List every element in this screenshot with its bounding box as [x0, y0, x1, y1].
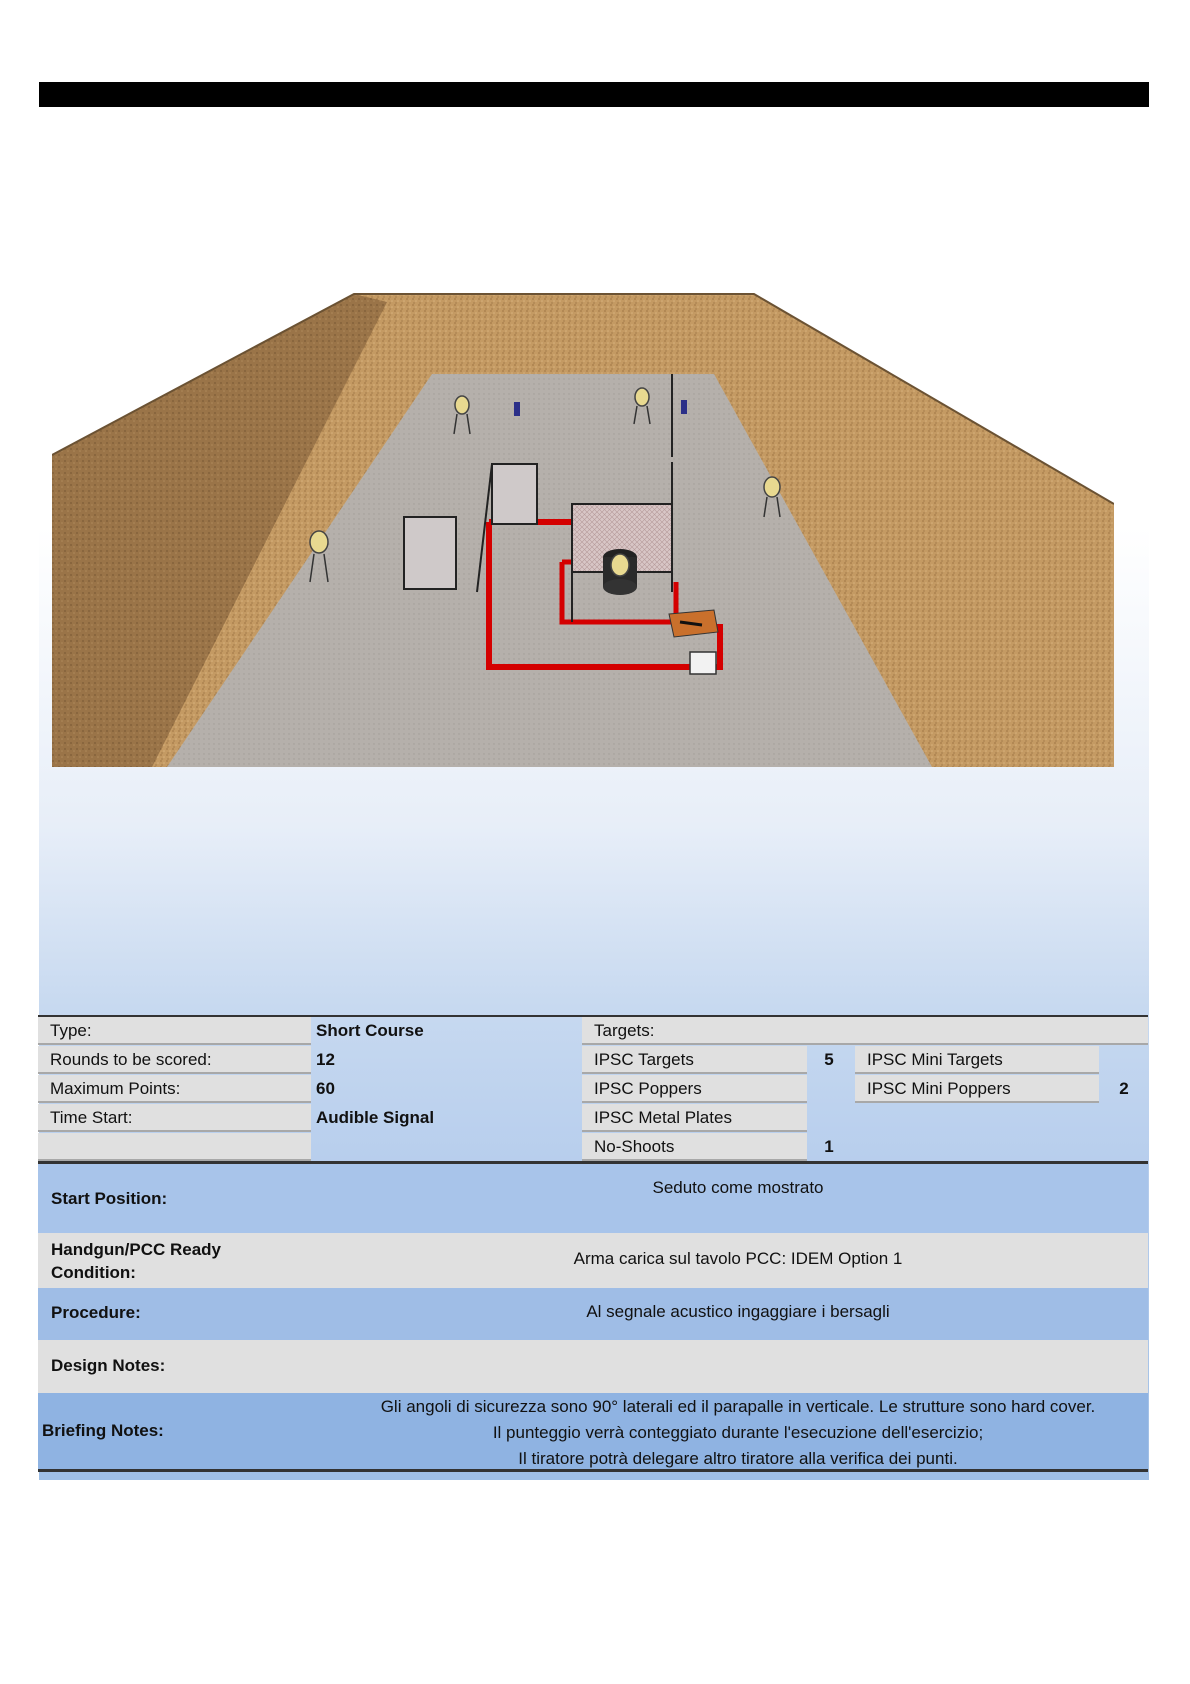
start-position-label: Start Position: — [51, 1189, 168, 1208]
rounds-label: Rounds to be scored: — [38, 1046, 311, 1074]
design-notes-label: Design Notes: — [51, 1356, 166, 1375]
sheet-bottom-rule — [38, 1469, 1148, 1472]
ipsc-targets-count: 5 — [824, 1050, 834, 1069]
mini-poppers-label: IPSC Mini Poppers — [855, 1075, 1099, 1103]
rounds-value: 12 — [316, 1050, 335, 1069]
procedure-section — [38, 1288, 1148, 1340]
ready-condition-section — [38, 1233, 1148, 1288]
briefing-line-2: Il punteggio verrà conteggiato durante l'esecuzione dell'esercizio; — [492, 1423, 984, 1442]
briefing-line-1: Gli angoli di sicurezza sono 90° laterali ed il parapalle in verticale. Le strutture sono hard cover. — [380, 1397, 1096, 1416]
targets-header: Targets: — [582, 1017, 1148, 1045]
no-shoots-label: No-Shoots — [582, 1133, 807, 1161]
procedure-text: Al segnale acustico ingaggiare i bersagli — [586, 1302, 890, 1321]
design-notes-section — [38, 1340, 1148, 1393]
ready-condition-label-line2: Condition: — [51, 1263, 136, 1282]
start-position-section — [38, 1164, 1148, 1233]
briefing-notes-section — [38, 1393, 1148, 1469]
ipsc-metal-plates-label: IPSC Metal Plates — [582, 1104, 807, 1132]
header-bar — [39, 82, 1149, 107]
mini-targets-count — [1100, 1046, 1148, 1074]
ready-condition-text: Arma carica sul tavolo PCC: IDEM Option 1 — [573, 1249, 903, 1268]
ipsc-metal-plates-count — [808, 1104, 850, 1132]
mini-targets-label: IPSC Mini Targets — [855, 1046, 1099, 1074]
briefing-line-3: Il tiratore potrà delegare altro tiratore alla verifica dei punti. — [518, 1449, 958, 1468]
procedure-label: Procedure: — [51, 1303, 141, 1322]
max-points-value: 60 — [316, 1079, 335, 1098]
max-points-label: Maximum Points: — [38, 1075, 311, 1103]
ipsc-poppers-label: IPSC Poppers — [582, 1075, 807, 1103]
type-value: Short Course — [316, 1021, 424, 1040]
type-label: Type: — [38, 1017, 311, 1045]
briefing-notes-label: Briefing Notes: — [42, 1421, 164, 1440]
stage-diagram — [52, 292, 1114, 767]
time-start-value: Audible Signal — [316, 1108, 435, 1127]
start-position-text: Seduto come mostrato — [652, 1178, 824, 1197]
empty-label — [38, 1133, 311, 1161]
ipsc-targets-label: IPSC Targets — [582, 1046, 807, 1074]
mini-poppers-count: 2 — [1119, 1079, 1129, 1098]
ready-condition-label-line1: Handgun/PCC Ready — [51, 1240, 222, 1259]
ipsc-poppers-count — [808, 1075, 850, 1103]
no-shoots-count: 1 — [824, 1137, 834, 1156]
time-start-label: Time Start: — [38, 1104, 311, 1132]
